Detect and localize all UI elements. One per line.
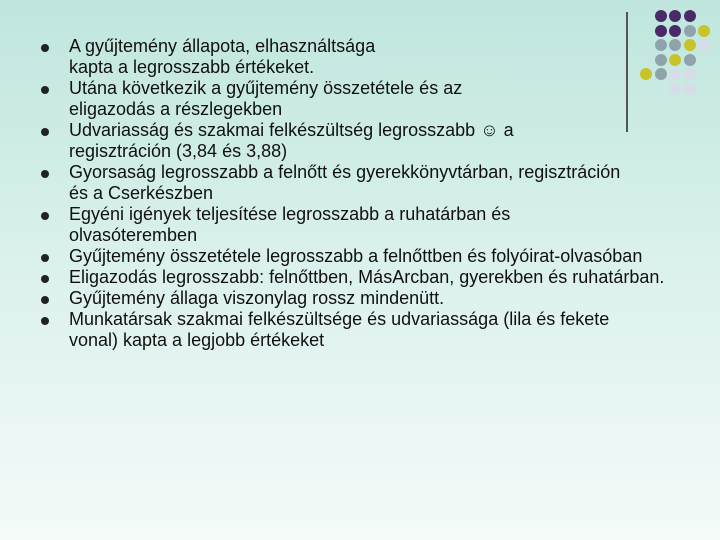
bullet-item-6: Gyűjtemény összetétele legrosszabb a felnőttben és folyóirat-olvasóban (40, 246, 669, 267)
decorative-dot (698, 39, 710, 51)
decorative-dot (669, 25, 681, 37)
bullet-item-2: Utána következik a gyűjtemény összetétele és az eligazodás a részlegekben (40, 78, 539, 120)
decorative-dot (669, 10, 681, 22)
decorative-dot (698, 25, 710, 37)
decorative-dot (684, 39, 696, 51)
decorative-dot (684, 54, 696, 66)
bullet-item-3: Udvariasság és szakmai felkészültség legrosszabb ☺ a regisztráción (3,84 és 3,88) (40, 120, 599, 162)
bullet-item-7: Eligazodás legrosszabb: felnőttben, MásArcban, gyerekben és ruhatárban. (40, 267, 669, 288)
bullet-item-9: Munkatársak szakmai felkészültsége és udvariassága (lila és fekete vonal) kapta a legjobb értékeket (40, 309, 659, 351)
bullet-item-5: Egyéni igények teljesítése legrosszabb a ruhatárban és olvasóteremben (40, 204, 629, 246)
decorative-dot (684, 68, 696, 80)
decorative-dot (684, 83, 696, 95)
bullet-item-1: A gyűjtemény állapota, elhasználtsága kapta a legrosszabb értékeket. (40, 36, 399, 78)
decorative-dot (684, 10, 696, 22)
bullet-list (40, 36, 680, 351)
decorative-dot (655, 10, 667, 22)
bullet-item-4: Gyorsaság legrosszabb a felnőtt és gyerekkönyvtárban, regisztráción és a Cserkészben (40, 162, 629, 204)
decorative-dot (655, 25, 667, 37)
decorative-dot (684, 25, 696, 37)
bullet-item-8: Gyűjtemény állaga viszonylag rossz mindenütt. (40, 288, 669, 309)
